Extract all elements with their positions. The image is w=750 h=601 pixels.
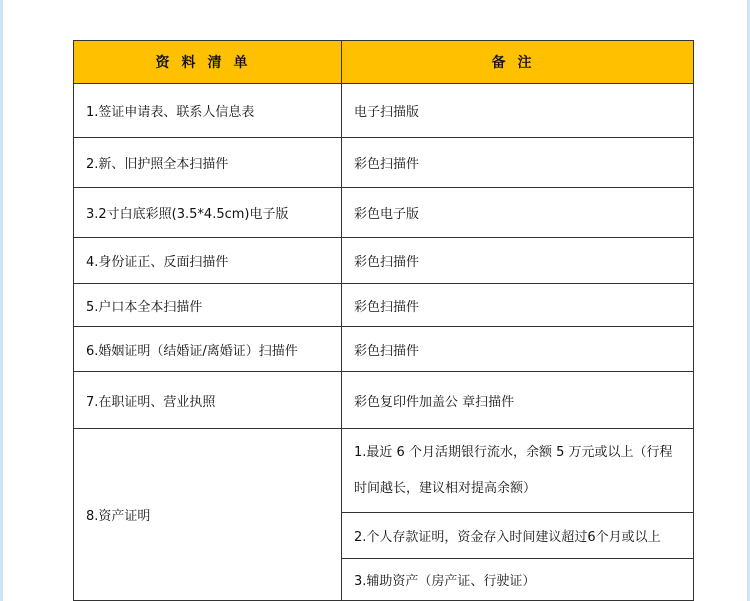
header-materials-list: 资料清单 bbox=[74, 41, 342, 84]
note-cell: 彩色扫描件 bbox=[342, 284, 694, 327]
asset-note-cell: 3.辅助资产（房产证、行驶证） bbox=[342, 559, 694, 601]
table-row bbox=[74, 429, 694, 513]
note-cell: 彩色电子版 bbox=[342, 188, 694, 238]
table-row bbox=[74, 188, 694, 238]
asset-note-cell: 1.最近 6 个月活期银行流水，余额 5 万元或以上（行程时间越长，建议相对提高余额） bbox=[342, 429, 694, 513]
item-cell: 7.在职证明、营业执照 bbox=[74, 372, 342, 429]
header-remarks: 备注 bbox=[342, 41, 694, 84]
table-row bbox=[74, 372, 694, 429]
note-cell: 彩色扫描件 bbox=[342, 138, 694, 188]
table-row bbox=[74, 327, 694, 372]
item-cell: 4.身份证正、反面扫描件 bbox=[74, 238, 342, 284]
table-row bbox=[74, 138, 694, 188]
table-row bbox=[74, 284, 694, 327]
note-cell: 彩色扫描件 bbox=[342, 327, 694, 372]
item-cell: 1.签证申请表、联系人信息表 bbox=[74, 84, 342, 138]
table-header-row bbox=[74, 41, 694, 84]
note-cell: 电子扫描版 bbox=[342, 84, 694, 138]
item-cell: 5.户口本全本扫描件 bbox=[74, 284, 342, 327]
asset-note-cell: 2.个人存款证明，资金存入时间建议超过6个月或以上 bbox=[342, 513, 694, 559]
note-cell: 彩色复印件加盖公 章扫描件 bbox=[342, 372, 694, 429]
asset-item-cell: 8.资产证明 bbox=[74, 429, 342, 601]
item-cell: 6.婚姻证明（结婚证/离婚证）扫描件 bbox=[74, 327, 342, 372]
item-cell: 2.新、旧护照全本扫描件 bbox=[74, 138, 342, 188]
document-checklist-table bbox=[73, 40, 694, 601]
table-row bbox=[74, 238, 694, 284]
item-cell: 3.2寸白底彩照(3.5*4.5cm)电子版 bbox=[74, 188, 342, 238]
note-cell: 彩色扫描件 bbox=[342, 238, 694, 284]
table-row bbox=[74, 84, 694, 138]
